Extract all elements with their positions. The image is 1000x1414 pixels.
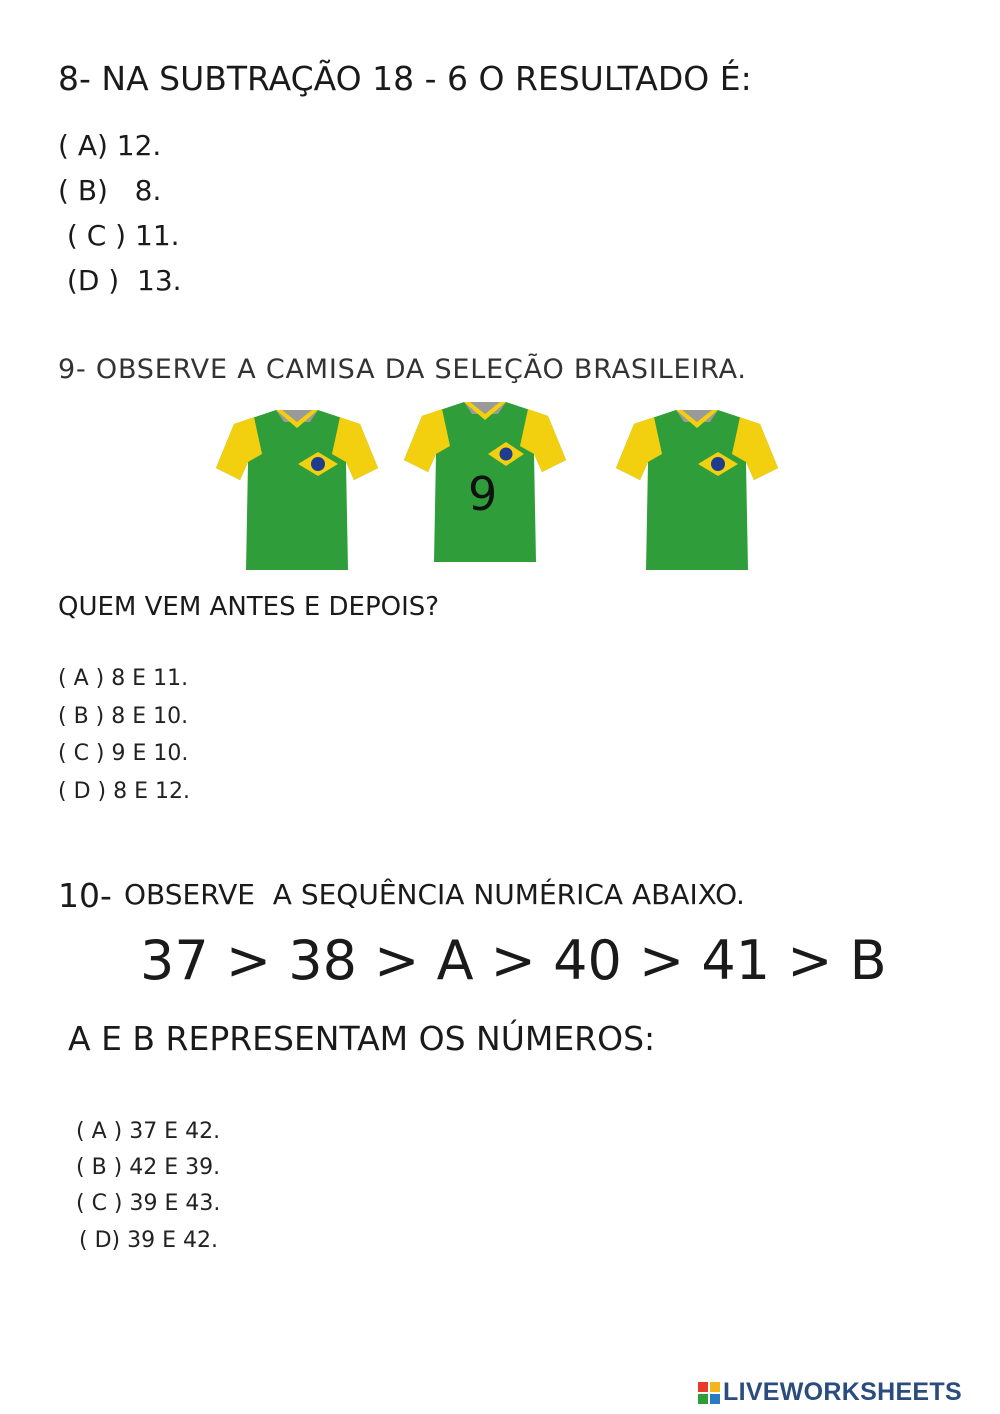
liveworksheets-logo-icon	[698, 1382, 720, 1404]
question-10-option-b[interactable]: ( B ) 42 E 39.	[76, 1155, 221, 1180]
brazil-shirt-right-icon	[614, 406, 780, 576]
question-10-title: OBSERVE A SEQUÊNCIA NUMÉRICA ABAIXO.	[124, 878, 745, 911]
question-9-option-a[interactable]: ( A ) 8 E 11.	[58, 666, 189, 691]
question-9-subtitle: QUEM VEM ANTES E DEPOIS?	[58, 592, 440, 622]
question-9-option-b[interactable]: ( B ) 8 E 10.	[58, 704, 189, 729]
question-8-title: 8- NA SUBTRAÇÃO 18 - 6 O RESULTADO É:	[58, 59, 752, 98]
brazil-shirt-left-icon	[214, 406, 380, 576]
question-10-number: 10-	[58, 876, 112, 915]
shirt-number: 9	[468, 467, 498, 521]
question-8-option-a[interactable]: ( A) 12.	[58, 129, 162, 162]
question-9-option-c[interactable]: ( C ) 9 E 10.	[58, 741, 189, 766]
question-8-option-c[interactable]: ( C ) 11.	[58, 219, 180, 252]
question-8-option-d[interactable]: (D ) 13.	[58, 264, 182, 297]
number-sequence: 37 > 38 > A > 40 > 41 > B	[140, 929, 887, 992]
question-9-option-d[interactable]: ( D ) 8 E 12.	[58, 779, 190, 804]
question-10-option-d[interactable]: ( D) 39 E 42.	[72, 1228, 218, 1253]
question-10-subtitle: A E B REPRESENTAM OS NÚMEROS:	[68, 1019, 656, 1058]
brand-watermark	[698, 1380, 962, 1405]
question-8-option-b[interactable]: ( B) 8.	[58, 174, 162, 207]
brand-name: LIVEWORKSHEETS	[723, 1378, 962, 1406]
question-10-option-a[interactable]: ( A ) 37 E 42.	[76, 1119, 221, 1144]
question-9-title: 9- OBSERVE A CAMISA DA SELEÇÃO BRASILEIRA.	[58, 354, 747, 385]
question-10-option-c[interactable]: ( C ) 39 E 43.	[76, 1191, 221, 1216]
